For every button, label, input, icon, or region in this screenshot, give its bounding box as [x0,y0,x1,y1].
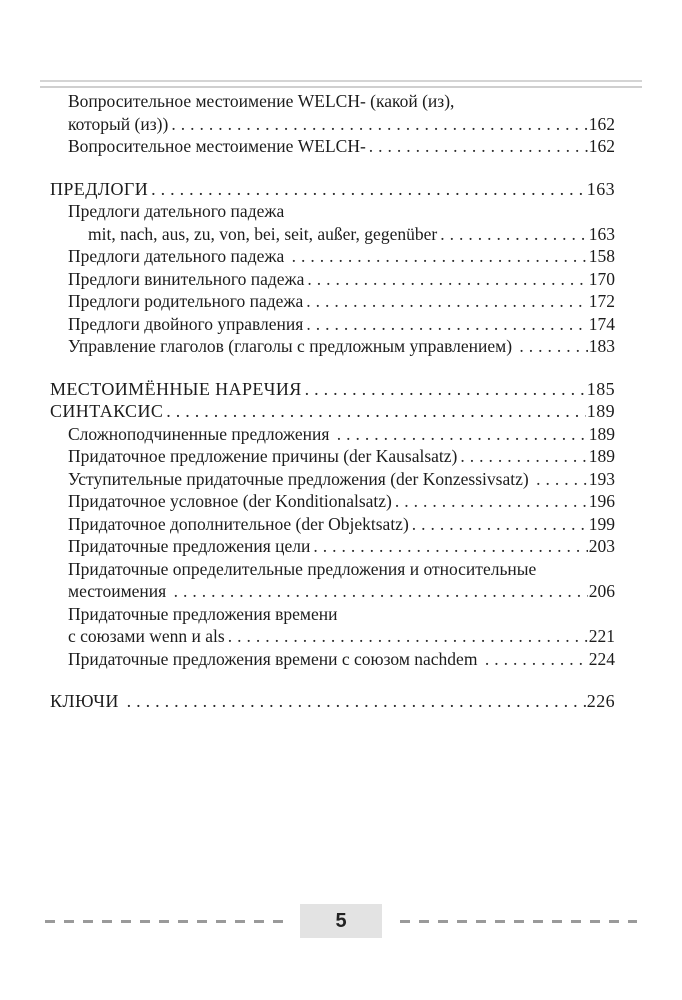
dot-leader [409,513,588,536]
toc-entry-text: Вопросительное местоимение WELCH- (какой (из), [68,91,455,111]
toc-entry-text: Уступительные придаточные предложения (der Konzessivsatz) [68,468,534,489]
page-number: 5 [335,909,347,932]
toc-entry [50,603,615,626]
dot-leader [289,245,588,268]
toc-entry-text: СИНТАКСИС [50,401,164,421]
toc-entry [50,468,615,491]
dot-leader [303,313,587,336]
toc-entry-page: 163 [588,223,615,244]
toc-entry-page: 172 [588,291,615,311]
toc-entry [50,490,615,513]
toc-entry-page: 185 [586,378,615,399]
toc-entry-text: Придаточное предложение причины (der Kausalsatz) [68,446,458,466]
toc-entry [50,558,615,581]
toc-entry-page: 196 [588,491,615,511]
dot-leader [310,535,587,558]
toc-entry-page: 162 [588,113,615,134]
toc-entry [50,268,615,291]
dot-leader [437,223,588,246]
toc-entry-page: 189 [588,446,615,466]
toc-entry-text: Придаточные определительные предложения и относительные [68,558,537,579]
toc-entry-text: mit, nach, aus, zu, von, bei, seit, außer, gegenüber [88,223,438,244]
dot-leader [482,648,588,671]
toc-entry [50,313,615,336]
toc-entry [50,178,615,201]
toc-entry [50,90,615,113]
toc-entry-page: 174 [588,313,615,334]
dot-leader [302,378,586,401]
toc-entry [50,400,615,423]
toc-entry [50,223,615,246]
toc-entry-text: Сложноподчиненные предложения [68,423,334,444]
double-rule [40,80,642,88]
dot-leader [304,268,587,291]
toc-entry-page: 189 [586,401,615,421]
dot-leader [334,423,588,446]
toc-entry [50,378,615,401]
toc-entry-text: Придаточное дополнительное (der Objektsatz) [68,513,409,534]
toc-entry-text: Вопросительное местоимение WELCH- [68,136,366,156]
dot-leader [124,690,586,713]
toc-entry-text: Придаточные предложения цели [68,536,311,556]
toc-entry [50,535,615,558]
toc-entry [50,513,615,536]
toc-entry-text: Управление глаголов (глаголы с предложным управлением) [68,336,517,356]
dot-leader [225,625,588,648]
toc-entry [50,335,615,358]
dot-leader [303,290,587,313]
dot-leader [168,113,587,136]
toc-entry-text: местоимения [68,581,171,601]
dot-leader [148,178,586,201]
footer-dashed-line-left [45,920,291,923]
toc-entry-page: 158 [588,246,615,266]
dot-leader [533,468,588,491]
toc-entry [50,625,615,648]
toc-entry [50,290,615,313]
toc-entry-text: Предлоги двойного управления [68,313,304,334]
toc-entry-page: 203 [588,536,615,556]
toc-entry-page: 189 [588,423,615,444]
toc-entry-text: КЛЮЧИ [50,691,124,711]
toc-entry-text: с союзами wenn и als [68,626,225,646]
toc-entry-text: Предлоги винительного падежа [68,268,305,289]
toc-entry-text: который (из)) [68,113,169,134]
toc-entry-page: 199 [588,513,615,534]
toc-entry-text: Придаточное условное (der Konditionalsatz) [68,491,392,511]
dot-leader [366,135,588,158]
toc-entry [50,690,615,713]
toc-entry [50,245,615,268]
toc-entry-text: Предлоги дательного падежа [68,201,285,221]
toc-entry-text: Предлоги родительного падежа [68,291,304,311]
toc-entry-text: ПРЕДЛОГИ [50,178,149,199]
dot-leader [457,445,587,468]
toc-entry-text: Предлоги дательного падежа [68,246,289,266]
dot-leader [171,580,588,603]
toc-entry-page: 226 [586,691,615,711]
dot-leader [392,490,588,513]
toc-entry [50,648,615,671]
toc-entry [50,445,615,468]
toc-entry-page: 163 [586,178,615,199]
toc-entry [50,580,615,603]
toc-entry [50,423,615,446]
dot-leader [516,335,587,358]
page-footer [45,904,637,938]
page-number-box [300,904,382,938]
toc-entry-page: 221 [588,626,615,646]
toc-entry-text: Придаточные предложения времени [68,603,338,624]
toc-entry-page: 206 [588,581,615,601]
toc-entry-text: МЕСТОИМЁННЫЕ НАРЕЧИЯ [50,378,302,399]
footer-dashed-line-right [391,920,637,923]
toc-entry-page: 224 [588,648,615,669]
toc-entry [50,135,615,158]
toc-entry [50,200,615,223]
dot-leader [163,400,586,423]
toc-entry-text: Придаточные предложения времени с союзом nachdem [68,648,482,669]
toc-entry-page: 162 [588,136,615,156]
toc-entry [50,113,615,136]
toc-entry-page: 183 [588,336,615,356]
table-of-contents [50,90,615,713]
toc-entry-page: 193 [588,468,615,489]
toc-entry-page: 170 [588,268,615,289]
